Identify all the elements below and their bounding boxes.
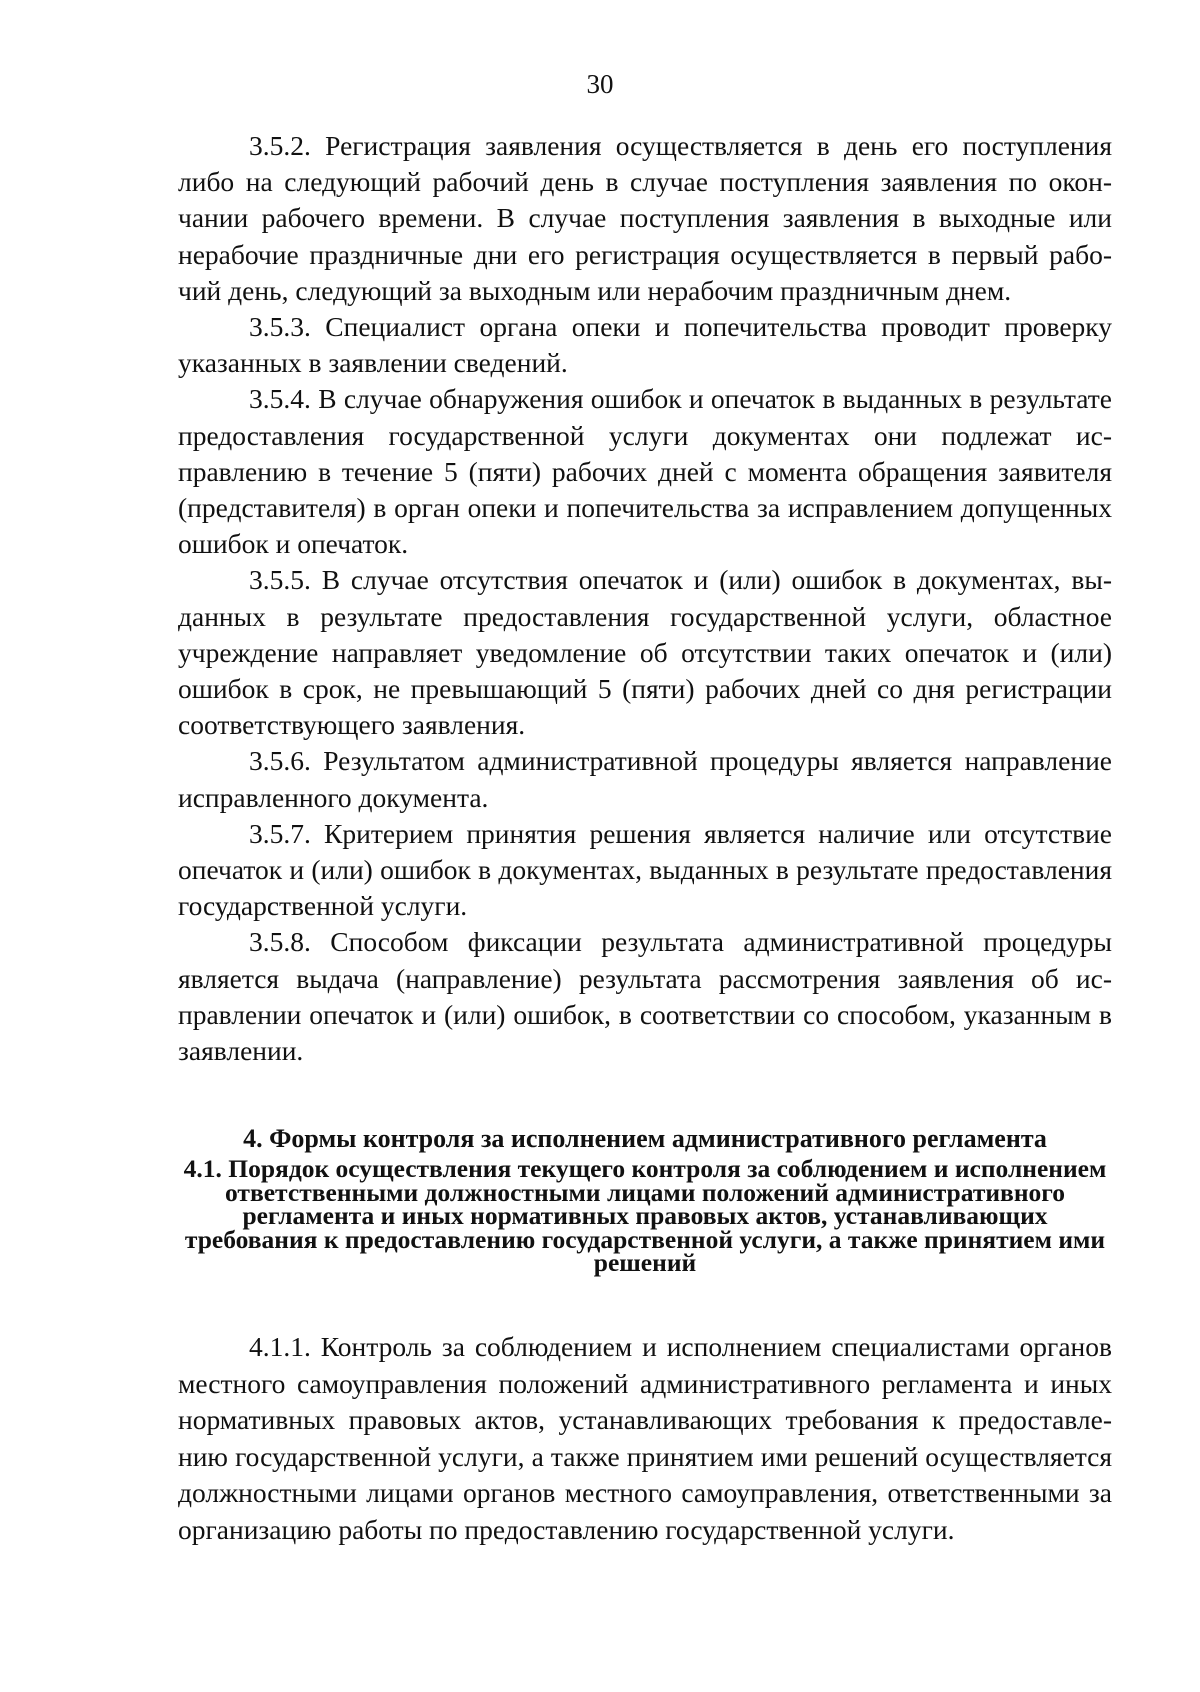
paragraph-3-5-5: 3.5.5. В случае отсутствия опечаток и (или) ошибок в документах, выданных в результате предоставления государственной услуги, областное учреждение направляет уведомление об отсутствии таких опечаток и (или) ошибок в срок, не превышающий 5 (пяти) рабочих дней со дня регистрации соответствующего заявления. [178, 564, 1112, 741]
section-4-1-text [178, 1329, 1112, 1548]
paragraph-3-5-2: 3.5.2. Регистрация заявления осуществляется в день его поступления либо на следующий рабочий день в случае поступления заявления по окончании рабочего времени. В случае поступления заявления в выходные или нерабочие праздничные дни его регистрация осуществляется в первый рабочий день, следующий за выходным или нерабочим праздничным днем. [178, 130, 1112, 306]
section-4-headings [178, 1126, 1112, 1275]
paragraph-3-5-7: 3.5.7. Критерием принятия решения является наличие или отсутствие опечаток и (или) ошибок в документах, выданных в результате предоставления государственной услуги. [178, 817, 1112, 922]
section-3-5-text [178, 128, 1112, 1069]
subsection-4-1-heading: 4.1. Порядок осуществления текущего контроля за соблюдением и исполнением ответственными должностными лицами положений административного регламента и иных нормативных правовых актов, устанавливающих требования к предоставлению государственной услуги, а также принятием ими решений [183, 1154, 1107, 1277]
page-number: 30 [586, 69, 614, 99]
paragraph-3-5-8: 3.5.8. Способом фиксации результата административной процедуры является выдача (направление) результата рассмотрения заявления об исправлении опечаток и (или) ошибок, в соответствии со способом, указанным в заявлении. [178, 926, 1112, 1067]
paragraph-4-1-1: 4.1.1. Контроль за соблюдением и исполнением специалистами органов местного самоуправления положений административного регламента и иных нормативных правовых актов, устанавливающих требования к предоставлению государственной услуги, а также принятием ими решений осуществляется должностными лицами органов местного самоуправления, ответственными за организацию работы по предоставлению государственной услуги. [178, 1331, 1112, 1545]
paragraph-3-5-6: 3.5.6. Результатом административной процедуры является направление исправленного документа. [178, 745, 1112, 813]
paragraph-3-5-3: 3.5.3. Специалист органа опеки и попечительства проводит проверку указанных в заявлении сведений. [178, 311, 1112, 379]
section-4-heading: 4. Формы контроля за исполнением административного регламента [243, 1124, 1047, 1153]
paragraph-3-5-4: 3.5.4. В случае обнаружения ошибок и опечаток в выданных в результате предоставления государственной услуги документах они подлежат исправлению в течение 5 (пяти) рабочих дней с момента обращения заявителя (представителя) в орган опеки и попечительства за исправлением допущенных ошибок и опечаток. [178, 383, 1112, 560]
